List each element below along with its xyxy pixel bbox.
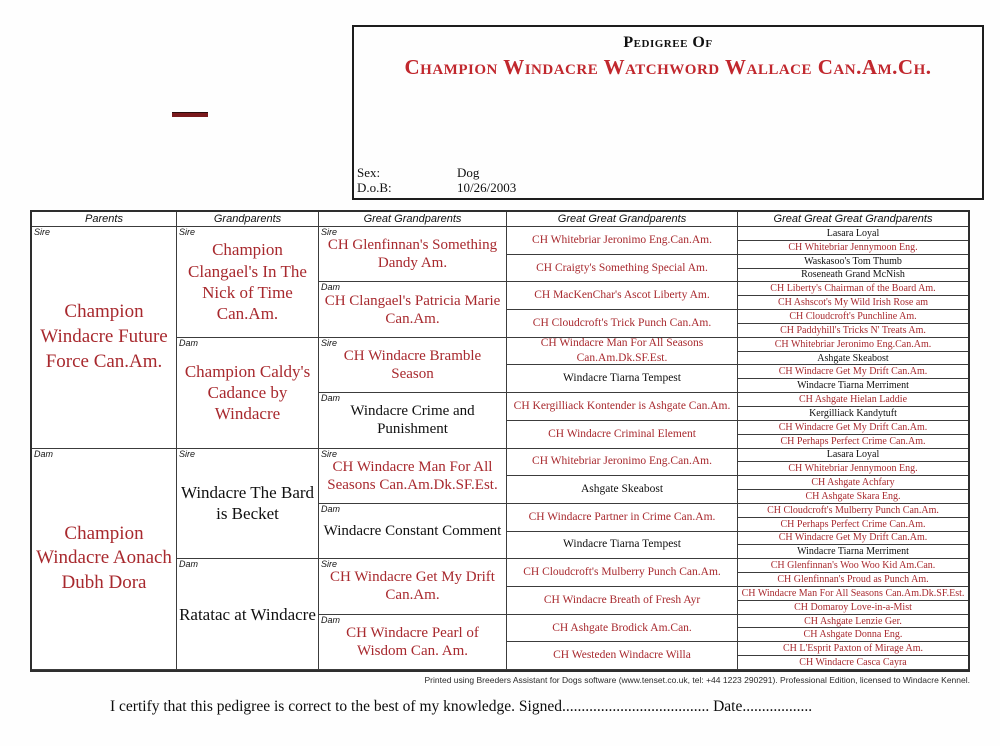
gg-cell bbox=[507, 282, 738, 310]
dog-name: Windacre The Bard is Becket bbox=[180, 483, 315, 524]
dog-name: CH Ashgate Donna Eng. bbox=[803, 629, 903, 641]
dog-name: CH Westeden Windacre Willa bbox=[553, 649, 691, 662]
column-header: Great Grandparents bbox=[319, 212, 507, 227]
ggg-cell bbox=[738, 615, 968, 629]
ggg-cell bbox=[738, 421, 968, 435]
dog-name: Lasara Loyal bbox=[826, 227, 880, 239]
sire-dam-tag: Dam bbox=[179, 559, 199, 570]
dog-name: Ashgate Skeabost bbox=[817, 352, 889, 364]
dog-name: CH Windacre Man For All Seasons Can.Am.Dk.SF.Est. bbox=[327, 458, 498, 493]
dog-name: CH Windacre Breath of Fresh Ayr bbox=[543, 593, 701, 606]
dog-title: Champion Windacre Watchword Wallace Can.Am.Ch. bbox=[404, 55, 932, 79]
dog-info-block bbox=[357, 165, 516, 195]
ggg-cell bbox=[738, 393, 968, 407]
dog-name: CH Windacre Get My Drift Can.Am. bbox=[778, 366, 928, 378]
pedigree-grid bbox=[30, 210, 970, 672]
ggg-cell bbox=[738, 559, 968, 573]
gg-cell bbox=[507, 504, 738, 532]
gg-cell bbox=[507, 338, 738, 366]
dog-name: CH Perhaps Perfect Crime Can.Am. bbox=[780, 518, 926, 530]
ggg-cell bbox=[738, 476, 968, 490]
ggg-cell bbox=[738, 449, 968, 463]
ggg-cell bbox=[738, 269, 968, 283]
sire-dam-tag: Sire bbox=[321, 337, 338, 348]
dog-name: CH Cloudcroft's Trick Punch Can.Am. bbox=[532, 316, 712, 329]
sex-row bbox=[357, 165, 516, 180]
ggrand-cell bbox=[319, 282, 507, 337]
ggg-cell bbox=[738, 435, 968, 449]
parents-cell bbox=[32, 449, 177, 671]
ggg-cell bbox=[738, 518, 968, 532]
dog-name: CH Glenfinnan's Something Dandy Am. bbox=[327, 237, 498, 272]
ggrand-cell bbox=[319, 338, 507, 393]
ggg-cell bbox=[738, 504, 968, 518]
gg-cell bbox=[507, 449, 738, 477]
ggg-cell bbox=[738, 241, 968, 255]
dog-name: CH Windacre Casca Cayra bbox=[799, 657, 907, 669]
gg-cell bbox=[507, 227, 738, 255]
dog-name: CH Clangael's Patricia Marie Can.Am. bbox=[324, 292, 501, 327]
dog-name: Lasara Loyal bbox=[826, 449, 880, 461]
sire-dam-tag: Sire bbox=[321, 559, 338, 570]
sire-dam-tag: Dam bbox=[179, 337, 199, 348]
gg-cell bbox=[507, 615, 738, 643]
dog-name: CH Windacre Pearl of Wisdom Can. Am. bbox=[346, 624, 479, 659]
ggg-cell bbox=[738, 642, 968, 656]
dog-name: Champion Caldy's Cadance by Windacre bbox=[184, 361, 311, 424]
certify-signature-line: I certify that this pedigree is correct to the best of my knowledge. Signed...................................... Date.................. bbox=[110, 698, 813, 715]
dog-name: CH Windacre Man For All Seasons Can.Am.Dk.SF.Est. bbox=[540, 337, 704, 365]
ggg-cell bbox=[738, 324, 968, 338]
dog-name: CH Glenfinnan's Woo Woo Kid Am.Can. bbox=[770, 560, 936, 572]
grand-cell bbox=[177, 559, 319, 670]
ggg-cell bbox=[738, 462, 968, 476]
dog-name: Ratatac at Windacre bbox=[179, 604, 316, 624]
dog-name: CH Windacre Criminal Element bbox=[548, 427, 696, 440]
dog-name: Champion Clangael's In The Nick of Time Can.Am. bbox=[188, 240, 307, 324]
printed-using-note: Printed using Breeders Assistant for Dogs software (www.tenset.co.uk, tel: +44 1223 290291). Professional Edition, licensed to Windacre Kennel. bbox=[424, 675, 970, 685]
dog-name: CH Whitebriar Jennymoon Eng. bbox=[788, 241, 918, 253]
sire-dam-tag: Dam bbox=[321, 282, 341, 293]
ggg-cell bbox=[738, 255, 968, 269]
dog-name: CH Windacre Get My Drift Can.Am. bbox=[778, 532, 928, 544]
dog-name: CH Cloudcroft's Punchline Am. bbox=[789, 310, 917, 322]
ggg-cell bbox=[738, 296, 968, 310]
ggrand-cell bbox=[319, 449, 507, 504]
dog-name: Champion Windacre Future Force Can.Am. bbox=[40, 301, 168, 372]
ggg-cell bbox=[738, 379, 968, 393]
ggg-cell bbox=[738, 227, 968, 241]
column-header: Great Great Grandparents bbox=[507, 212, 738, 227]
dog-name: CH Ashgate Brodick Am.Can. bbox=[552, 621, 692, 634]
dog-name: CH Windacre Bramble Season bbox=[343, 347, 482, 382]
ggg-cell bbox=[738, 490, 968, 504]
sire-dam-tag: Dam bbox=[34, 448, 54, 459]
gg-cell bbox=[507, 393, 738, 421]
dog-name: CH Whitebriar Jeronimo Eng.Can.Am. bbox=[774, 338, 932, 350]
dog-name: Ashgate Skeabost bbox=[580, 483, 664, 496]
gg-cell bbox=[507, 642, 738, 670]
dog-name: CH Paddyhill's Tricks N' Treats Am. bbox=[780, 324, 926, 336]
gg-cell bbox=[507, 421, 738, 449]
column-header: Grandparents bbox=[177, 212, 319, 227]
sire-dam-tag: Dam bbox=[321, 614, 341, 625]
dog-name: CH Glenfinnan's Proud as Punch Am. bbox=[777, 574, 929, 586]
dog-name: CH Ashscot's My Wild Irish Rose am bbox=[777, 297, 929, 309]
dog-name: Windacre Tiarna Tempest bbox=[563, 372, 681, 385]
pedigree-header-box bbox=[352, 25, 984, 200]
sire-dam-tag: Sire bbox=[321, 448, 338, 459]
ggg-cell bbox=[738, 628, 968, 642]
dog-name: CH Windacre Get My Drift Can.Am. bbox=[778, 421, 928, 433]
dog-name: Windacre Tiarna Merriment bbox=[797, 546, 909, 558]
dog-name: CH Cloudcroft's Mulberry Punch Can.Am. bbox=[523, 566, 721, 579]
ggg-cell bbox=[738, 587, 968, 601]
pedigree-of-label: Pedigree Of bbox=[623, 34, 713, 51]
ggg-cell bbox=[738, 338, 968, 352]
gg-cell bbox=[507, 255, 738, 283]
dog-name: CH Windacre Man For All Seasons Can.Am.Dk.SF.Est. bbox=[741, 587, 965, 599]
ggg-cell bbox=[738, 365, 968, 379]
sire-dam-tag: Sire bbox=[34, 227, 51, 237]
ggg-cell bbox=[738, 656, 968, 670]
sire-dam-tag: Dam bbox=[321, 503, 341, 514]
dog-name: Roseneath Grand McNish bbox=[801, 269, 905, 281]
dog-name: Waskasoo's Tom Thumb bbox=[804, 255, 902, 267]
dog-name: Windacre Crime and Punishment bbox=[350, 403, 475, 438]
ggrand-cell bbox=[319, 559, 507, 614]
dog-name: CH Kergilliack Kontender is Ashgate Can.Am. bbox=[513, 400, 731, 412]
grand-cell bbox=[177, 227, 319, 338]
sire-dam-tag: Sire bbox=[179, 448, 196, 459]
ggg-cell bbox=[738, 545, 968, 559]
gg-cell bbox=[507, 587, 738, 615]
ggg-cell bbox=[738, 573, 968, 587]
grand-cell bbox=[177, 449, 319, 560]
dog-name: Windacre Tiarna Tempest bbox=[563, 538, 681, 551]
sire-dam-tag: Sire bbox=[179, 227, 196, 237]
gg-cell bbox=[507, 559, 738, 587]
dog-name: CH Liberty's Chairman of the Board Am. bbox=[770, 283, 936, 295]
dog-name: CH Ashgate Achfary bbox=[811, 477, 895, 489]
dob-value: 10/26/2003 bbox=[457, 180, 517, 195]
dog-name: CH Ashgate Lenzie Ger. bbox=[804, 615, 902, 627]
ggg-cell bbox=[738, 310, 968, 324]
dog-name: CH MacKenChar's Ascot Liberty Am. bbox=[534, 289, 710, 302]
ggrand-cell bbox=[319, 615, 507, 670]
dog-name: Kergilliack Kandytuft bbox=[809, 407, 897, 419]
ggg-cell bbox=[738, 352, 968, 366]
ggrand-cell bbox=[319, 227, 507, 282]
gg-cell bbox=[507, 532, 738, 560]
grand-cell bbox=[177, 338, 319, 449]
dog-name: CH Ashgate Hielan Laddie bbox=[798, 394, 908, 406]
dog-name: CH Whitebriar Jeronimo Eng.Can.Am. bbox=[532, 233, 712, 246]
ggrand-cell bbox=[319, 393, 507, 448]
dog-name: CH Whitebriar Jennymoon Eng. bbox=[788, 463, 918, 475]
dog-name: CH Craigty's Something Special Am. bbox=[536, 261, 708, 274]
ggrand-cell bbox=[319, 504, 507, 559]
dog-name: CH Windacre Partner in Crime Can.Am. bbox=[528, 510, 716, 523]
dog-name: CH Domaroy Love-in-a-Mist bbox=[794, 601, 912, 613]
sire-dam-tag: Dam bbox=[321, 393, 341, 404]
dog-name: CH Perhaps Perfect Crime Can.Am. bbox=[780, 435, 926, 447]
ggg-cell bbox=[738, 282, 968, 296]
dog-name: CH Cloudcroft's Mulberry Punch Can.Am. bbox=[767, 504, 939, 516]
dog-name: CH Windacre Get My Drift Can.Am. bbox=[330, 569, 495, 604]
dog-name: CH Ashgate Skara Eng. bbox=[805, 490, 901, 502]
dog-name: CH L'Esprit Paxton of Mirage Am. bbox=[782, 643, 924, 655]
dog-name: CH Whitebriar Jeronimo Eng.Can.Am. bbox=[532, 455, 712, 468]
dog-name: Windacre Tiarna Merriment bbox=[797, 380, 909, 392]
dob-label: D.o.B: bbox=[357, 180, 392, 195]
column-header: Parents bbox=[32, 212, 177, 227]
gg-cell bbox=[507, 310, 738, 338]
scan-mark-dash bbox=[172, 112, 208, 117]
parents-cell bbox=[32, 227, 177, 449]
ggg-cell bbox=[738, 407, 968, 421]
gg-cell bbox=[507, 476, 738, 504]
sire-dam-tag: Sire bbox=[321, 227, 338, 237]
column-header: Great Great Great Grandparents bbox=[738, 212, 968, 227]
gg-cell bbox=[507, 365, 738, 393]
dob-row bbox=[357, 180, 516, 195]
dog-name: Windacre Constant Comment bbox=[323, 523, 502, 540]
ggg-cell bbox=[738, 601, 968, 615]
sex-label: Sex: bbox=[357, 165, 381, 180]
sex-value: Dog bbox=[457, 165, 480, 180]
ggg-cell bbox=[738, 532, 968, 546]
dog-name: Champion Windacre Aonach Dubh Dora bbox=[36, 522, 172, 594]
